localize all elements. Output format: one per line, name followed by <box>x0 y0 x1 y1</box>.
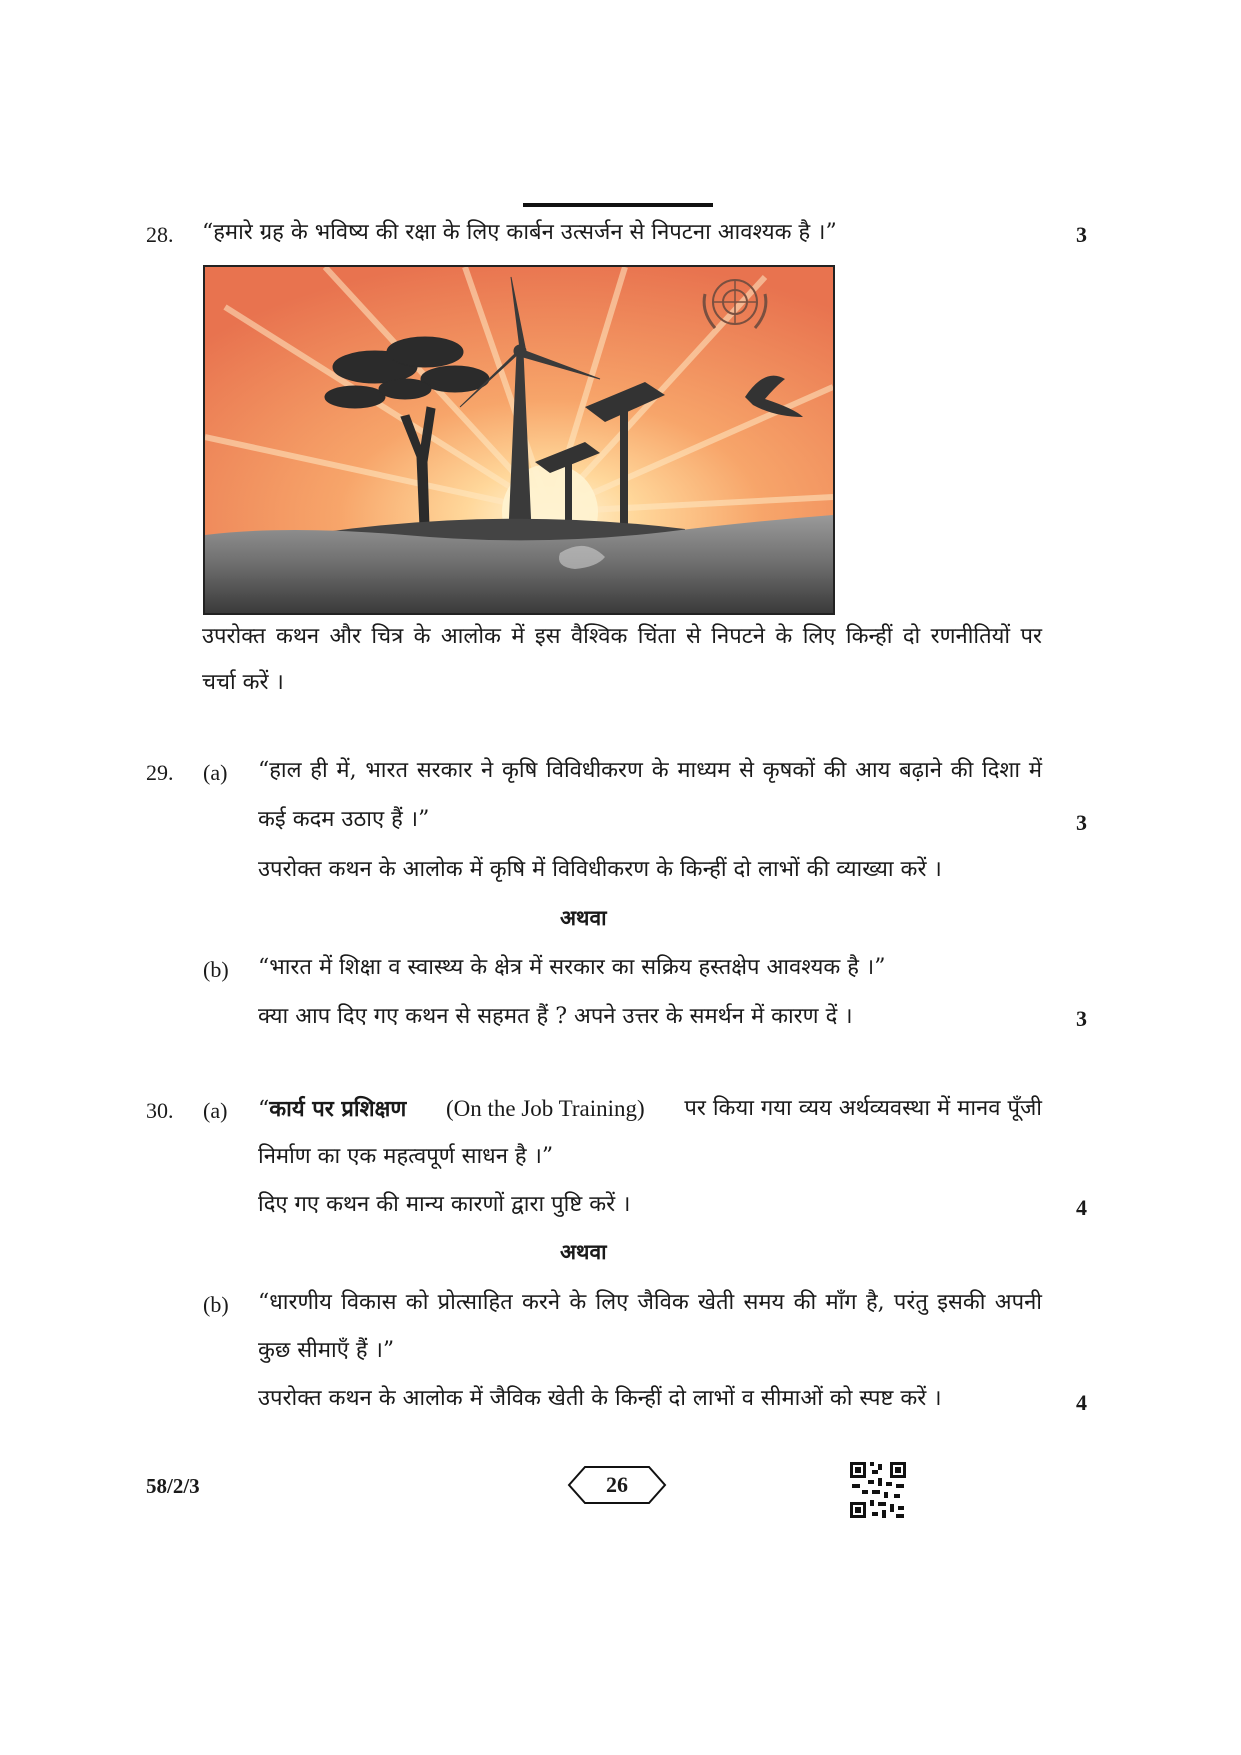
q30-a-open-quote: “ <box>258 1097 270 1122</box>
page-number-badge <box>567 1465 667 1505</box>
page-number: 26 <box>606 1472 628 1497</box>
q30-number: 30. <box>146 1098 174 1123</box>
q29-b-line1: “भारत में शिक्षा व स्वास्थ्य के क्षेत्र में सरकार का सक्रिय हस्तक्षेप आवश्यक है ।” <box>258 955 886 980</box>
q29-a-marks: 3 <box>1076 810 1087 835</box>
q30-a-line2: निर्माण का एक महत्वपूर्ण साधन है ।” <box>258 1144 554 1169</box>
q29-or-divider: अथवा <box>560 905 607 930</box>
qr-code-graphic <box>848 1460 908 1520</box>
q28-instruction-line1: उपरोक्त कथन और चित्र के आलोक में इस वैश्विक चिंता से निपटने के लिए किन्हीं दो रणनीतियों पर <box>202 624 1042 649</box>
q29-b-marks: 3 <box>1076 1006 1087 1031</box>
q30-b-line3: उपरोक्त कथन के आलोक में जैविक खेती के किन्हीं दो लाभों व सीमाओं को स्पष्ट करें । <box>258 1386 942 1411</box>
q30-a-label: (a) <box>203 1098 228 1123</box>
q30-b-line1: “धारणीय विकास को प्रोत्साहित करने के लिए जैविक खेती समय की माँग है, परंतु इसकी अपनी <box>258 1290 1042 1315</box>
q30-b-line2: कुछ सीमाएँ हैं ।” <box>258 1338 395 1363</box>
q29-b-line2: क्या आप दिए गए कथन से सहमत हैं ? अपने उत्तर के समर्थन में कारण दें । <box>258 1004 853 1029</box>
q29-a-line1: “हाल ही में, भारत सरकार ने कृषि विविधीकरण के माध्यम से कृषकों की आय बढ़ाने की दिशा में <box>258 758 1042 783</box>
q30-a-rest: पर किया गया व्यय अर्थव्यवस्था में मानव पूँजी <box>684 1096 1042 1121</box>
q30-a-term: कार्य पर प्रशिक्षण <box>269 1096 407 1122</box>
qr-code-icon <box>848 1460 908 1520</box>
q28-figure <box>203 265 835 615</box>
q30-a-english-term: (On the Job Training) <box>445 1096 645 1121</box>
q28-number: 28. <box>146 222 174 247</box>
q29-a-line2: कई कदम उठाए हैं ।” <box>258 807 430 832</box>
q29-a-label: (a) <box>203 760 228 785</box>
q28-quote: “हमारे ग्रह के भविष्य की रक्षा के लिए कार्बन उत्सर्जन से निपटना आवश्यक है ।” <box>202 220 837 245</box>
q28-marks: 3 <box>1076 222 1087 247</box>
q29-b-label: (b) <box>203 957 229 982</box>
top-rule <box>523 203 713 207</box>
q30-a-line3: दिए गए कथन की मान्य कारणों द्वारा पुष्टि करें । <box>258 1192 631 1217</box>
q30-a-leadin <box>258 1094 406 1125</box>
q30-a-line1 <box>258 1094 1042 1125</box>
q30-b-marks: 4 <box>1076 1390 1087 1415</box>
q30-or-divider: अथवा <box>560 1239 607 1264</box>
q30-b-label: (b) <box>203 1292 229 1317</box>
q29-number: 29. <box>146 760 174 785</box>
q29-a-line3: उपरोक्त कथन के आलोक में कृषि में विविधीकरण के किन्हीं दो लाभों की व्याख्या करें । <box>258 857 942 882</box>
q28-instruction-line2: चर्चा करें । <box>202 670 284 695</box>
renewable-energy-illustration <box>205 267 833 613</box>
paper-code: 58/2/3 <box>146 1474 200 1498</box>
q30-a-marks: 4 <box>1076 1195 1087 1220</box>
